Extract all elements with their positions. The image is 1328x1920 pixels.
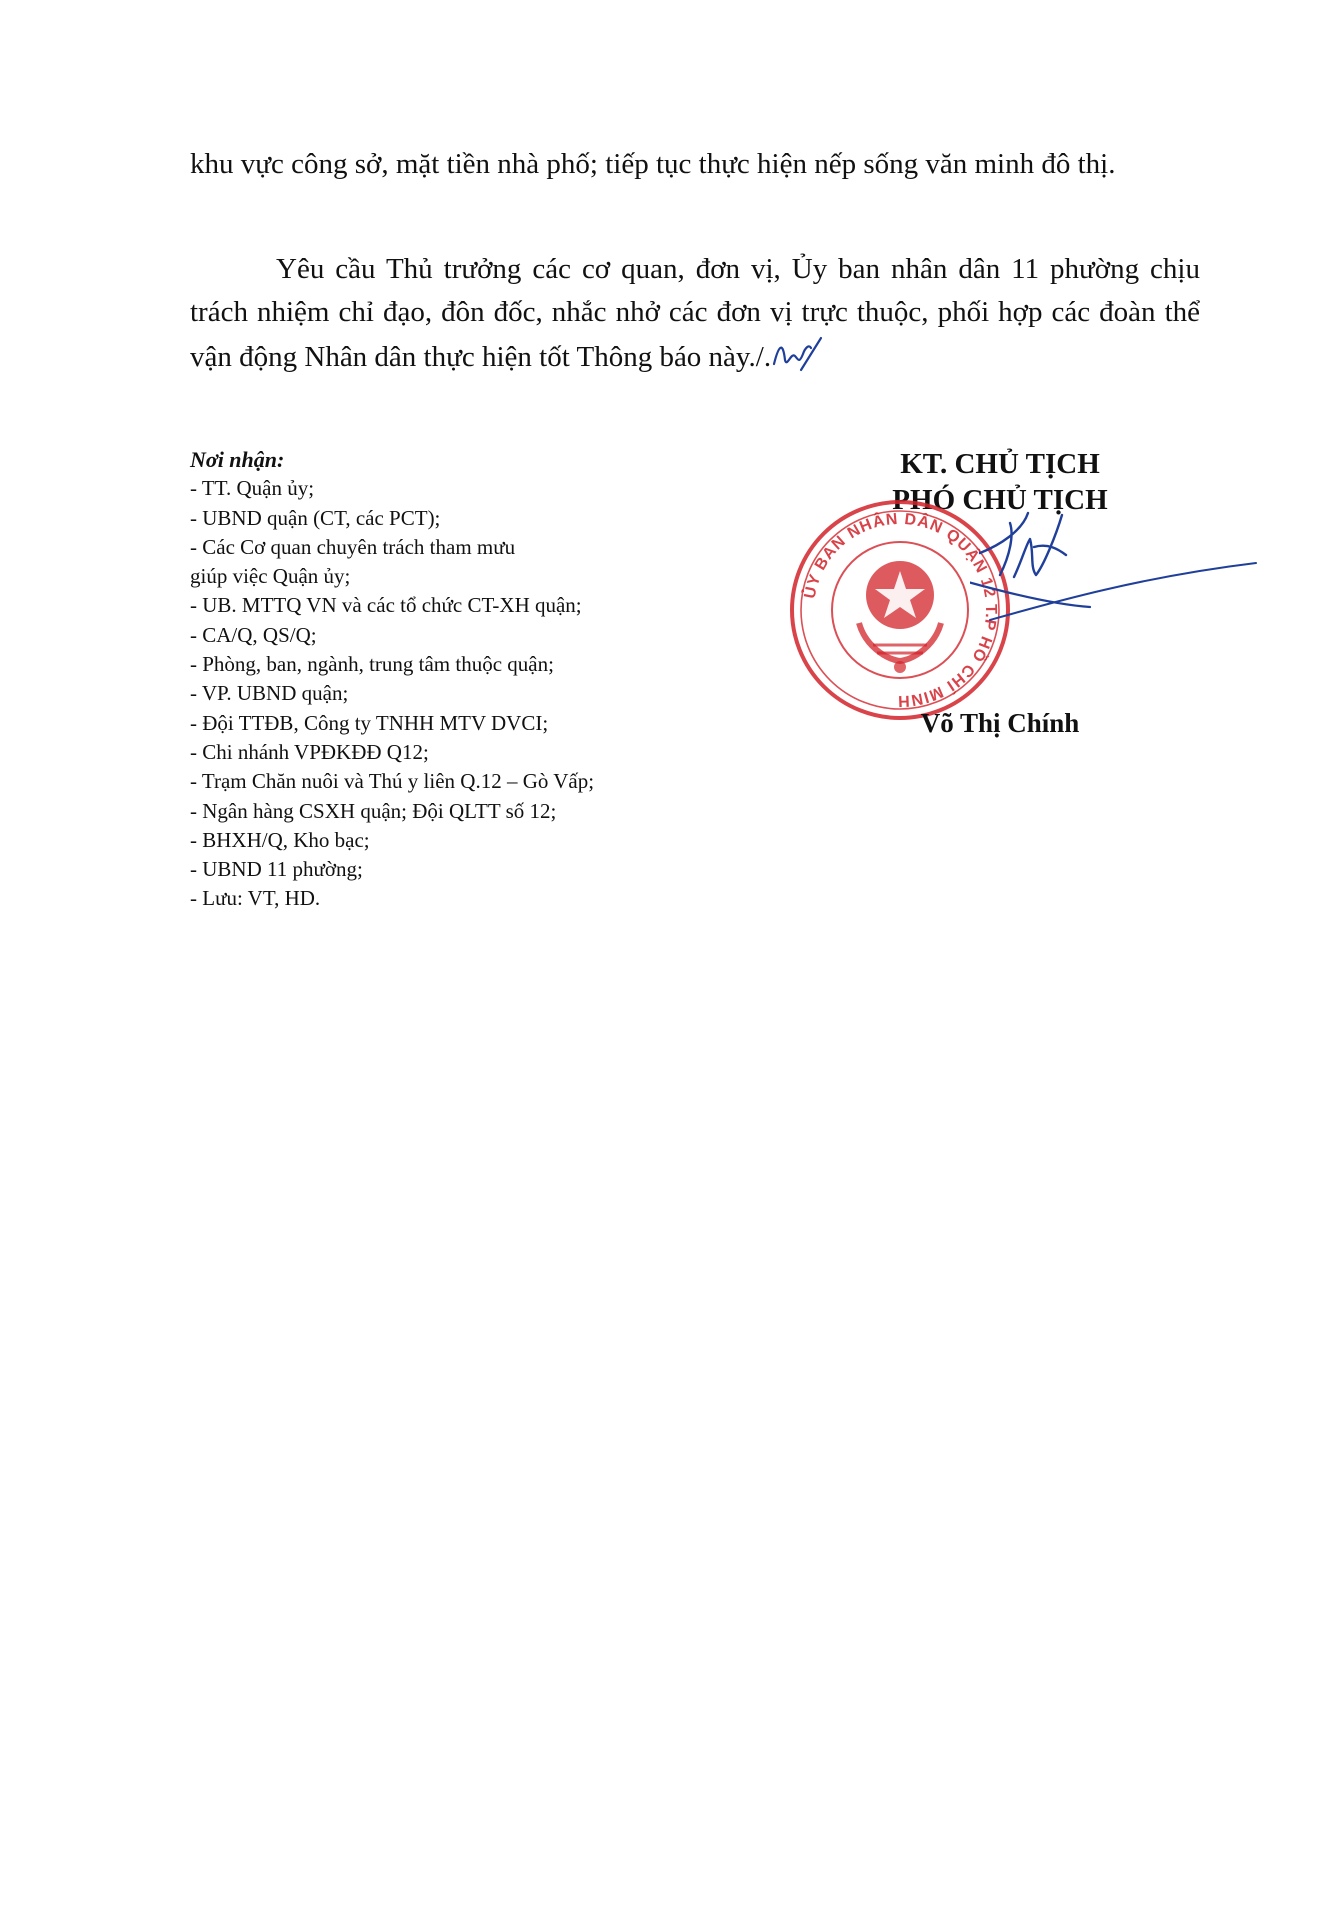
body-paragraph-1: khu vực công sở, mặt tiền nhà phố; tiếp tục thực hiện nếp sống văn minh đô thị. — [190, 148, 1116, 180]
recipient-item: - BHXH/Q, Kho bạc; — [190, 827, 370, 852]
recipients-list — [190, 474, 750, 913]
recipients-block — [190, 445, 750, 914]
recipient-item: - VP. UBND quận; — [190, 681, 349, 706]
recipient-item: - UB. MTTQ VN và các tổ chức CT-XH quận; — [190, 593, 582, 618]
svg-text:ỦY BAN NHÂN DÂN QUẬN 12 T.P HỒ: ỦY BAN NHÂN DÂN QUẬN 12 T.P HỒ CHÍ MINH — [801, 510, 1000, 710]
recipient-item: - Chi nhánh VPĐKĐĐ Q12; — [190, 739, 429, 764]
recipient-item: - Ngân hàng CSXH quận; Đội QLTT số 12; — [190, 798, 557, 823]
handwritten-signature-icon — [970, 505, 1260, 655]
recipient-item: - Trạm Chăn nuôi và Thú y liên Q.12 – Gò Vấp; — [190, 769, 595, 794]
recipient-item: - Lưu: VT, HD. — [190, 886, 321, 911]
recipient-item: - UBND 11 phường; — [190, 857, 363, 882]
body-paragraph-2 — [190, 248, 1200, 379]
signature-title-line-2: PHÓ CHỦ TỊCH — [892, 484, 1108, 516]
body-paragraph-2-text: Yêu cầu Thủ trưởng các cơ quan, đơn vị, Ủy ban nhân dân 11 phường chịu trách nhiệm chỉ đạo, đôn đốc, nhắc nhở các đơn vị trực thuộc, phối hợp các đoàn thể vận động Nhân dân thực hiện tốt Thông báo này./. — [190, 253, 1200, 373]
recipient-item: giúp việc Quận ủy; — [190, 564, 351, 589]
initial-mark-icon — [771, 334, 823, 374]
signature-title-line-1: KT. CHỦ TỊCH — [900, 448, 1100, 480]
recipient-item: - Phòng, ban, ngành, trung tâm thuộc quận; — [190, 652, 554, 677]
recipient-item: - Các Cơ quan chuyên trách tham mưu — [190, 534, 516, 559]
signer-name: Võ Thị Chính — [920, 708, 1080, 738]
recipient-item: - CA/Q, QS/Q; — [190, 622, 317, 647]
recipients-title: Nơi nhận: — [190, 447, 285, 472]
recipient-item: - TT. Quận ủy; — [190, 476, 315, 501]
signature-block — [801, 445, 1260, 765]
recipient-item: - UBND quận (CT, các PCT); — [190, 505, 441, 530]
recipient-item: - Đội TTĐB, Công ty TNHH MTV DVCI; — [190, 710, 549, 735]
